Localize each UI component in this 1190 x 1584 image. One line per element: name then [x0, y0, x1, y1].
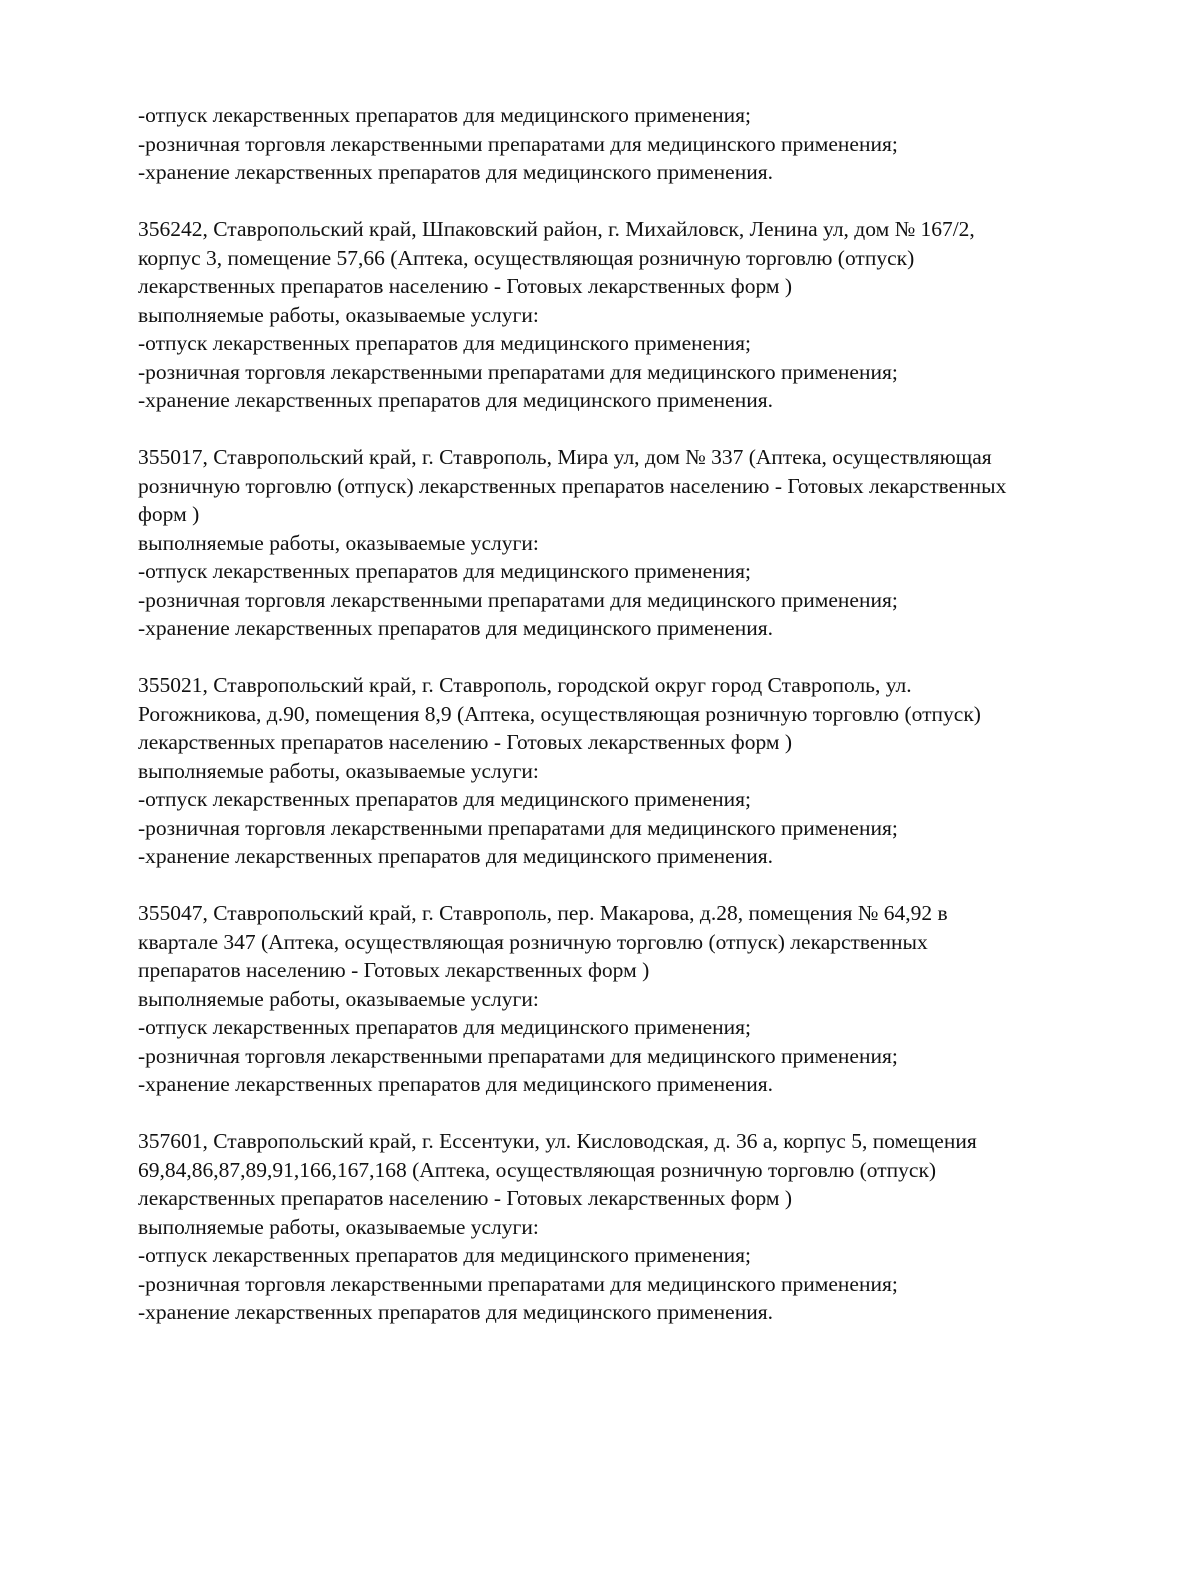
text-line: выполняемые работы, оказываемые услуги:	[138, 1214, 539, 1239]
text-line: -розничная торговля лекарственными препаратами для медицинского применения;	[138, 1043, 898, 1068]
text-line: лекарственных препаратов населению - Готовых лекарственных форм )	[138, 274, 793, 298]
text-line: -хранение лекарственных препаратов для медицинского применения.	[138, 160, 773, 184]
text-line: -отпуск лекарственных препаратов для медицинского применения;	[138, 787, 752, 811]
text-line: -хранение лекарственных препаратов для медицинского применения.	[138, 844, 773, 868]
text-line: 356242, Ставропольский край, Шпаковский район, г. Михайловск, Ленина ул, дом № 167/2,	[138, 217, 975, 241]
text-line: -розничная торговля лекарственными препаратами для медицинского применения;	[138, 587, 898, 612]
pharmacy-address-entry	[138, 899, 1098, 1099]
text-line: 355017, Ставропольский край, г. Ставрополь, Мира ул, дом № 337 (Аптека, осуществляющая	[138, 445, 992, 469]
text-line: 69,84,86,87,89,91,166,167,168 (Аптека, осуществляющая розничную торговлю (отпуск)	[138, 1157, 937, 1182]
text-line: корпус 3, помещение 57,66 (Аптека, осуществляющая розничную торговлю (отпуск)	[138, 245, 915, 270]
text-line: -хранение лекарственных препаратов для медицинского применения.	[138, 1072, 773, 1096]
text-line: -отпуск лекарственных препаратов для медицинского применения;	[138, 1243, 752, 1267]
text-line: 357601, Ставропольский край, г. Ессентуки, ул. Кисловодская, д. 36 а, корпус 5, помещения	[138, 1129, 977, 1153]
text-line: выполняемые работы, оказываемые услуги:	[138, 758, 539, 783]
text-line: выполняемые работы, оказываемые услуги:	[138, 302, 539, 327]
continuation-paragraph	[138, 101, 1098, 187]
text-line: выполняемые работы, оказываемые услуги:	[138, 986, 539, 1011]
text-line: препаратов населению - Готовых лекарственных форм )	[138, 958, 650, 982]
pharmacy-address-entry	[138, 443, 1098, 643]
text-line: -отпуск лекарственных препаратов для медицинского применения;	[138, 103, 752, 127]
text-line: квартале 347 (Аптека, осуществляющая розничную торговлю (отпуск) лекарственных	[138, 929, 928, 954]
text-line: лекарственных препаратов населению - Готовых лекарственных форм )	[138, 730, 793, 754]
text-line: 355047, Ставропольский край, г. Ставрополь, пер. Макарова, д.28, помещения № 64,92 в	[138, 901, 948, 925]
pharmacy-address-entry	[138, 215, 1098, 415]
text-line: розничную торговлю (отпуск) лекарственных препаратов населению - Готовых лекарственных	[138, 473, 1007, 498]
text-line: -отпуск лекарственных препаратов для медицинского применения;	[138, 331, 752, 355]
text-line: -розничная торговля лекарственными препаратами для медицинского применения;	[138, 131, 898, 156]
text-line: 355021, Ставропольский край, г. Ставрополь, городской округ город Ставрополь, ул.	[138, 673, 912, 697]
text-line: -хранение лекарственных препаратов для медицинского применения.	[138, 388, 773, 412]
text-line: -отпуск лекарственных препаратов для медицинского применения;	[138, 1015, 752, 1039]
text-line: -розничная торговля лекарственными препаратами для медицинского применения;	[138, 359, 898, 384]
pharmacy-address-entry	[138, 1127, 1098, 1327]
text-line: форм )	[138, 502, 200, 526]
text-line: лекарственных препаратов населению - Готовых лекарственных форм )	[138, 1186, 793, 1210]
text-line: -хранение лекарственных препаратов для медицинского применения.	[138, 616, 773, 640]
text-line: Рогожникова, д.90, помещения 8,9 (Аптека, осуществляющая розничную торговлю (отпуск)	[138, 701, 981, 726]
text-line: -розничная торговля лекарственными препаратами для медицинского применения;	[138, 815, 898, 840]
text-line: -хранение лекарственных препаратов для медицинского применения.	[138, 1300, 773, 1324]
text-line: выполняемые работы, оказываемые услуги:	[138, 530, 539, 555]
text-line: -розничная торговля лекарственными препаратами для медицинского применения;	[138, 1271, 898, 1296]
text-line: -отпуск лекарственных препаратов для медицинского применения;	[138, 559, 752, 583]
document-body	[138, 101, 1098, 1355]
pharmacy-address-entry	[138, 671, 1098, 871]
